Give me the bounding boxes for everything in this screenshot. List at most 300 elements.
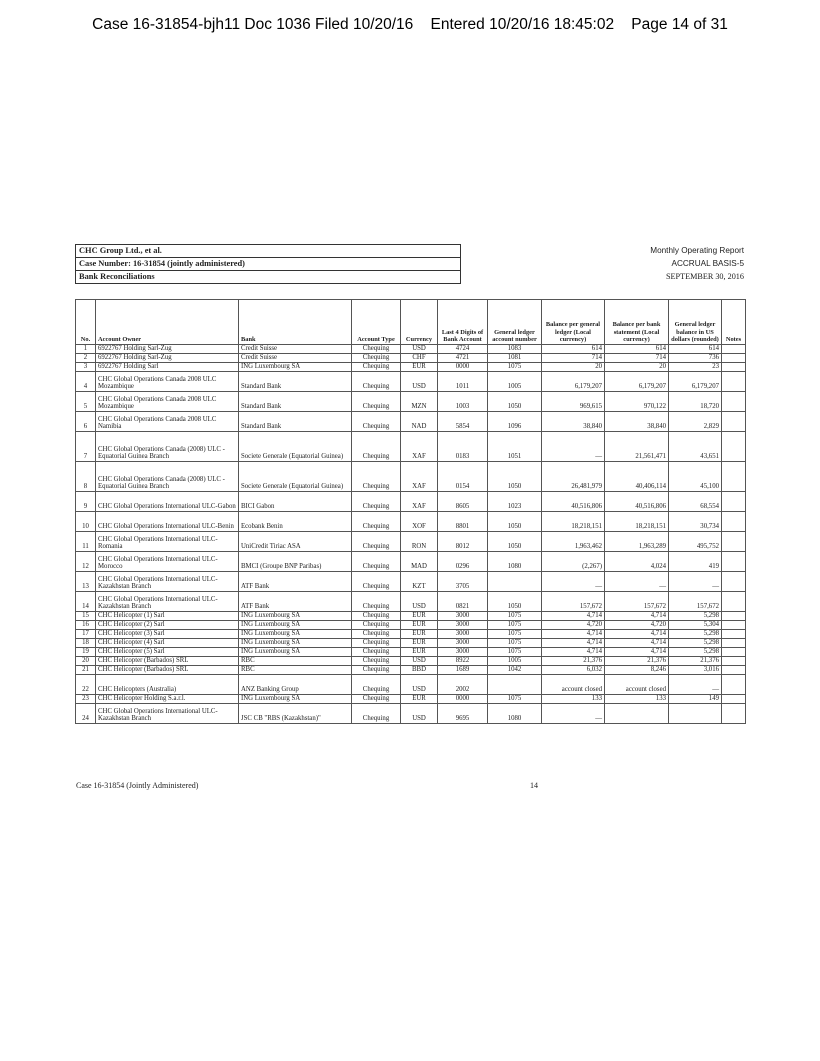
balance-usd: 5,298 bbox=[669, 648, 722, 657]
bank-name: ING Luxembourg SA bbox=[239, 363, 352, 372]
table-row bbox=[76, 412, 746, 432]
bank-name: ANZ Banking Group bbox=[239, 675, 352, 695]
gl-account-number: 1075 bbox=[488, 648, 542, 657]
notes bbox=[722, 345, 746, 354]
last4-digits: 0000 bbox=[438, 363, 488, 372]
table-row bbox=[76, 648, 746, 657]
balance-usd: 614 bbox=[669, 345, 722, 354]
balance-gl-local: 1,963,462 bbox=[542, 532, 605, 552]
balance-bank-local: 38,840 bbox=[605, 412, 669, 432]
balance-bank-local: 6,179,207 bbox=[605, 372, 669, 392]
currency: USD bbox=[401, 592, 438, 612]
currency: EUR bbox=[401, 612, 438, 621]
court-filing-header: Case 16-31854-bjh11 Doc 1036 Filed 10/20/16 Entered 10/20/16 18:45:02 Page 14 of 31 bbox=[92, 16, 728, 33]
account-type: Chequing bbox=[352, 630, 401, 639]
account-type: Chequing bbox=[352, 657, 401, 666]
row-number: 14 bbox=[76, 592, 96, 612]
gl-account-number: 1051 bbox=[488, 432, 542, 462]
bank-name: UniCredit Tiriac ASA bbox=[239, 532, 352, 552]
table-row bbox=[76, 630, 746, 639]
table-row bbox=[76, 592, 746, 612]
table-row bbox=[76, 532, 746, 552]
bank-name: Credit Suisse bbox=[239, 345, 352, 354]
gl-account-number bbox=[488, 675, 542, 695]
notes bbox=[722, 630, 746, 639]
balance-gl-local: 157,672 bbox=[542, 592, 605, 612]
notes bbox=[722, 648, 746, 657]
bank-name: ING Luxembourg SA bbox=[239, 639, 352, 648]
account-owner: 6922767 Holding Sarl-Zug bbox=[96, 354, 239, 363]
table-row bbox=[76, 492, 746, 512]
notes bbox=[722, 354, 746, 363]
row-number: 21 bbox=[76, 666, 96, 675]
row-number: 9 bbox=[76, 492, 96, 512]
row-number: 1 bbox=[76, 345, 96, 354]
bank-name: Standard Bank bbox=[239, 372, 352, 392]
account-owner: CHC Helicopter (3) Sarl bbox=[96, 630, 239, 639]
account-owner: CHC Global Operations Canada (2008) ULC - Equatorial Guinea Branch bbox=[96, 432, 239, 462]
row-number: 22 bbox=[76, 675, 96, 695]
account-type: Chequing bbox=[352, 345, 401, 354]
bank-reconciliation-table bbox=[75, 299, 746, 724]
page-number: 14 bbox=[530, 781, 538, 790]
company-name: CHC Group Ltd., et al. bbox=[76, 245, 460, 258]
table-row bbox=[76, 392, 746, 412]
account-owner: CHC Helicopter (5) Sarl bbox=[96, 648, 239, 657]
bank-name: ING Luxembourg SA bbox=[239, 621, 352, 630]
account-type: Chequing bbox=[352, 552, 401, 572]
row-number: 3 bbox=[76, 363, 96, 372]
currency: EUR bbox=[401, 648, 438, 657]
report-info bbox=[650, 244, 744, 283]
balance-gl-local: 38,840 bbox=[542, 412, 605, 432]
table-row bbox=[76, 621, 746, 630]
gl-account-number: 1050 bbox=[488, 532, 542, 552]
currency: EUR bbox=[401, 363, 438, 372]
balance-bank-local bbox=[605, 704, 669, 724]
account-type: Chequing bbox=[352, 512, 401, 532]
last4-digits: 8012 bbox=[438, 532, 488, 552]
account-type: Chequing bbox=[352, 592, 401, 612]
balance-gl-local: 714 bbox=[542, 354, 605, 363]
account-owner: CHC Global Operations Canada 2008 ULC Mozambique bbox=[96, 372, 239, 392]
table-row bbox=[76, 432, 746, 462]
bank-name: Standard Bank bbox=[239, 392, 352, 412]
bank-name: ING Luxembourg SA bbox=[239, 695, 352, 704]
currency: CHF bbox=[401, 354, 438, 363]
balance-gl-local: account closed bbox=[542, 675, 605, 695]
balance-usd: 23 bbox=[669, 363, 722, 372]
bank-name: JSC CB "RBS (Kazakhstan)" bbox=[239, 704, 352, 724]
balance-gl-local: 21,376 bbox=[542, 657, 605, 666]
notes bbox=[722, 657, 746, 666]
col-header-no: No. bbox=[76, 300, 96, 345]
notes bbox=[722, 392, 746, 412]
balance-usd: 45,100 bbox=[669, 462, 722, 492]
bank-name: ING Luxembourg SA bbox=[239, 648, 352, 657]
last4-digits: 1689 bbox=[438, 666, 488, 675]
gl-account-number: 1081 bbox=[488, 354, 542, 363]
balance-bank-local: — bbox=[605, 572, 669, 592]
notes bbox=[722, 512, 746, 532]
gl-account-number: 1080 bbox=[488, 552, 542, 572]
currency: MZN bbox=[401, 392, 438, 412]
balance-gl-local: 4,720 bbox=[542, 621, 605, 630]
currency: EUR bbox=[401, 621, 438, 630]
notes bbox=[722, 666, 746, 675]
balance-usd bbox=[669, 704, 722, 724]
last4-digits: 1011 bbox=[438, 372, 488, 392]
col-header-last4: Last 4 Digits of Bank Account bbox=[438, 300, 488, 345]
table-row bbox=[76, 552, 746, 572]
balance-bank-local: 4,714 bbox=[605, 612, 669, 621]
bank-name: BICI Gabon bbox=[239, 492, 352, 512]
balance-usd: 736 bbox=[669, 354, 722, 363]
gl-account-number: 1050 bbox=[488, 592, 542, 612]
balance-usd: 419 bbox=[669, 552, 722, 572]
currency: XOF bbox=[401, 512, 438, 532]
balance-bank-local: 1,963,289 bbox=[605, 532, 669, 552]
table-body bbox=[76, 345, 746, 724]
balance-gl-local: — bbox=[542, 432, 605, 462]
row-number: 20 bbox=[76, 657, 96, 666]
footer-case-label: Case 16-31854 (Jointly Administered) bbox=[76, 781, 199, 790]
balance-bank-local: 40,516,806 bbox=[605, 492, 669, 512]
table-row bbox=[76, 372, 746, 392]
currency: EUR bbox=[401, 630, 438, 639]
notes bbox=[722, 462, 746, 492]
row-number: 16 bbox=[76, 621, 96, 630]
account-owner: CHC Global Operations International ULC-Morocco bbox=[96, 552, 239, 572]
balance-gl-local: 133 bbox=[542, 695, 605, 704]
gl-account-number: 1075 bbox=[488, 639, 542, 648]
balance-bank-local: 714 bbox=[605, 354, 669, 363]
balance-usd: 2,829 bbox=[669, 412, 722, 432]
balance-usd: 157,672 bbox=[669, 592, 722, 612]
balance-bank-local: 8,246 bbox=[605, 666, 669, 675]
account-type: Chequing bbox=[352, 572, 401, 592]
table-row bbox=[76, 666, 746, 675]
last4-digits: 2002 bbox=[438, 675, 488, 695]
balance-bank-local: 133 bbox=[605, 695, 669, 704]
account-owner: CHC Helicopters (Australia) bbox=[96, 675, 239, 695]
account-type: Chequing bbox=[352, 612, 401, 621]
table-row bbox=[76, 695, 746, 704]
last4-digits: 5854 bbox=[438, 412, 488, 432]
table-row bbox=[76, 462, 746, 492]
account-type: Chequing bbox=[352, 532, 401, 552]
report-date: SEPTEMBER 30, 2016 bbox=[665, 272, 744, 281]
bank-name: RBC bbox=[239, 657, 352, 666]
balance-gl-local: 969,615 bbox=[542, 392, 605, 412]
last4-digits: 4721 bbox=[438, 354, 488, 363]
bank-name: ING Luxembourg SA bbox=[239, 630, 352, 639]
section-title: Bank Reconciliations bbox=[79, 272, 155, 281]
currency: BBD bbox=[401, 666, 438, 675]
balance-usd: 3,016 bbox=[669, 666, 722, 675]
balance-gl-local: (2,267) bbox=[542, 552, 605, 572]
currency: USD bbox=[401, 372, 438, 392]
balance-usd: 5,304 bbox=[669, 621, 722, 630]
balance-gl-local: 614 bbox=[542, 345, 605, 354]
gl-account-number: 1075 bbox=[488, 621, 542, 630]
row-number: 19 bbox=[76, 648, 96, 657]
balance-bank-local: 4,714 bbox=[605, 648, 669, 657]
account-owner: CHC Helicopter (4) Sarl bbox=[96, 639, 239, 648]
last4-digits: 1003 bbox=[438, 392, 488, 412]
account-owner: CHC Global Operations International ULC-Kazakhstan Branch bbox=[96, 572, 239, 592]
currency: USD bbox=[401, 657, 438, 666]
account-type: Chequing bbox=[352, 639, 401, 648]
account-type: Chequing bbox=[352, 392, 401, 412]
notes bbox=[722, 492, 746, 512]
notes bbox=[722, 372, 746, 392]
balance-bank-local: 18,218,151 bbox=[605, 512, 669, 532]
balance-usd: 5,298 bbox=[669, 612, 722, 621]
balance-usd: 495,752 bbox=[669, 532, 722, 552]
bank-name: Societe Generale (Equatorial Guinea) bbox=[239, 462, 352, 492]
currency: KZT bbox=[401, 572, 438, 592]
notes bbox=[722, 639, 746, 648]
balance-bank-local: 970,122 bbox=[605, 392, 669, 412]
account-owner: CHC Global Operations International ULC-Romania bbox=[96, 532, 239, 552]
gl-account-number: 1083 bbox=[488, 345, 542, 354]
last4-digits: 0183 bbox=[438, 432, 488, 462]
bank-name: BMCI (Groupe BNP Paribas) bbox=[239, 552, 352, 572]
currency: XAF bbox=[401, 432, 438, 462]
bank-name: ING Luxembourg SA bbox=[239, 612, 352, 621]
notes bbox=[722, 363, 746, 372]
balance-usd: 6,179,207 bbox=[669, 372, 722, 392]
gl-account-number: 1075 bbox=[488, 612, 542, 621]
case-info-box bbox=[75, 244, 461, 284]
balance-gl-local: — bbox=[542, 572, 605, 592]
gl-account-number: 1050 bbox=[488, 512, 542, 532]
currency: RON bbox=[401, 532, 438, 552]
row-number: 15 bbox=[76, 612, 96, 621]
table-row bbox=[76, 512, 746, 532]
account-type: Chequing bbox=[352, 666, 401, 675]
account-type: Chequing bbox=[352, 372, 401, 392]
notes bbox=[722, 552, 746, 572]
balance-bank-local: account closed bbox=[605, 675, 669, 695]
table-row bbox=[76, 657, 746, 666]
account-type: Chequing bbox=[352, 648, 401, 657]
last4-digits: 3705 bbox=[438, 572, 488, 592]
gl-account-number bbox=[488, 572, 542, 592]
case-number: Case Number: 16-31854 (jointly administered) bbox=[76, 258, 460, 271]
balance-bank-local: 21,561,471 bbox=[605, 432, 669, 462]
table-row bbox=[76, 639, 746, 648]
last4-digits: 3000 bbox=[438, 621, 488, 630]
last4-digits: 3000 bbox=[438, 630, 488, 639]
account-type: Chequing bbox=[352, 621, 401, 630]
account-owner: CHC Helicopter (1) Sarl bbox=[96, 612, 239, 621]
last4-digits: 8922 bbox=[438, 657, 488, 666]
col-header-currency: Currency bbox=[401, 300, 438, 345]
balance-gl-local: 4,714 bbox=[542, 612, 605, 621]
balance-usd: 5,298 bbox=[669, 639, 722, 648]
currency: NAD bbox=[401, 412, 438, 432]
balance-gl-local: 20 bbox=[542, 363, 605, 372]
last4-digits: 3000 bbox=[438, 639, 488, 648]
bank-name: Ecobank Benin bbox=[239, 512, 352, 532]
account-owner: 6922767 Holding Sarl bbox=[96, 363, 239, 372]
currency: USD bbox=[401, 345, 438, 354]
notes bbox=[722, 592, 746, 612]
report-basis: ACCRUAL BASIS-5 bbox=[671, 259, 744, 268]
last4-digits: 0000 bbox=[438, 695, 488, 704]
notes bbox=[722, 695, 746, 704]
col-header-balance-usd: General ledger balance in US dollars (rounded) bbox=[669, 300, 722, 345]
last4-digits: 8801 bbox=[438, 512, 488, 532]
row-number: 13 bbox=[76, 572, 96, 592]
row-number: 24 bbox=[76, 704, 96, 724]
account-owner: CHC Global Operations Canada 2008 ULC Mozambique bbox=[96, 392, 239, 412]
table-row bbox=[76, 704, 746, 724]
col-header-account-owner: Account Owner bbox=[96, 300, 239, 345]
table-row bbox=[76, 675, 746, 695]
account-type: Chequing bbox=[352, 354, 401, 363]
account-type: Chequing bbox=[352, 432, 401, 462]
bank-name: ATF Bank bbox=[239, 592, 352, 612]
balance-gl-local: 6,032 bbox=[542, 666, 605, 675]
balance-bank-local: 21,376 bbox=[605, 657, 669, 666]
currency: XAF bbox=[401, 492, 438, 512]
balance-usd: 18,720 bbox=[669, 392, 722, 412]
account-owner: CHC Global Operations Canada 2008 ULC Namibia bbox=[96, 412, 239, 432]
balance-usd: 43,651 bbox=[669, 432, 722, 462]
row-number: 8 bbox=[76, 462, 96, 492]
balance-bank-local: 4,720 bbox=[605, 621, 669, 630]
gl-account-number: 1075 bbox=[488, 630, 542, 639]
account-type: Chequing bbox=[352, 492, 401, 512]
last4-digits: 9695 bbox=[438, 704, 488, 724]
account-owner: CHC Helicopter Holding S.a.r.l. bbox=[96, 695, 239, 704]
balance-usd: 149 bbox=[669, 695, 722, 704]
bank-name: RBC bbox=[239, 666, 352, 675]
balance-gl-local: 18,218,151 bbox=[542, 512, 605, 532]
account-type: Chequing bbox=[352, 412, 401, 432]
account-type: Chequing bbox=[352, 695, 401, 704]
currency: USD bbox=[401, 704, 438, 724]
currency: XAF bbox=[401, 462, 438, 492]
row-number: 4 bbox=[76, 372, 96, 392]
table-row bbox=[76, 354, 746, 363]
row-number: 12 bbox=[76, 552, 96, 572]
balance-gl-local: 26,481,979 bbox=[542, 462, 605, 492]
balance-bank-local: 157,672 bbox=[605, 592, 669, 612]
currency: EUR bbox=[401, 695, 438, 704]
balance-bank-local: 4,714 bbox=[605, 639, 669, 648]
row-number: 2 bbox=[76, 354, 96, 363]
balance-usd: — bbox=[669, 572, 722, 592]
col-header-gl-account: General ledger account number bbox=[488, 300, 542, 345]
row-number: 11 bbox=[76, 532, 96, 552]
bank-name: Standard Bank bbox=[239, 412, 352, 432]
table-header-row bbox=[76, 300, 746, 345]
last4-digits: 3000 bbox=[438, 648, 488, 657]
currency: MAD bbox=[401, 552, 438, 572]
gl-account-number: 1096 bbox=[488, 412, 542, 432]
account-owner: CHC Global Operations Canada (2008) ULC - Equatorial Guinea Branch bbox=[96, 462, 239, 492]
balance-gl-local: 4,714 bbox=[542, 648, 605, 657]
balance-bank-local: 4,024 bbox=[605, 552, 669, 572]
bank-name: Credit Suisse bbox=[239, 354, 352, 363]
last4-digits: 0821 bbox=[438, 592, 488, 612]
account-owner: CHC Global Operations International ULC-Benin bbox=[96, 512, 239, 532]
row-number: 7 bbox=[76, 432, 96, 462]
account-owner: CHC Global Operations International ULC-Kazakhstan Branch bbox=[96, 592, 239, 612]
account-owner: CHC Global Operations International ULC-Kazakhstan Branch bbox=[96, 704, 239, 724]
notes bbox=[722, 412, 746, 432]
account-type: Chequing bbox=[352, 675, 401, 695]
col-header-account-type: Account Type bbox=[352, 300, 401, 345]
balance-usd: 68,554 bbox=[669, 492, 722, 512]
gl-account-number: 1042 bbox=[488, 666, 542, 675]
last4-digits: 3000 bbox=[438, 612, 488, 621]
balance-bank-local: 20 bbox=[605, 363, 669, 372]
balance-usd: 5,298 bbox=[669, 630, 722, 639]
currency: EUR bbox=[401, 639, 438, 648]
table-row bbox=[76, 572, 746, 592]
row-number: 18 bbox=[76, 639, 96, 648]
row-number: 6 bbox=[76, 412, 96, 432]
table-row bbox=[76, 345, 746, 354]
gl-account-number: 1050 bbox=[488, 462, 542, 492]
account-owner: CHC Helicopter (Barbados) SRL bbox=[96, 657, 239, 666]
gl-account-number: 1005 bbox=[488, 657, 542, 666]
notes bbox=[722, 612, 746, 621]
bank-name: Societe Generale (Equatorial Guinea) bbox=[239, 432, 352, 462]
row-number: 10 bbox=[76, 512, 96, 532]
col-header-balance-gl: Balance per general ledger (Local currency) bbox=[542, 300, 605, 345]
table-row bbox=[76, 612, 746, 621]
balance-usd: 30,734 bbox=[669, 512, 722, 532]
report-title: Monthly Operating Report bbox=[650, 246, 744, 255]
gl-account-number: 1050 bbox=[488, 392, 542, 412]
bank-name: ATF Bank bbox=[239, 572, 352, 592]
account-owner: CHC Helicopter (2) Sarl bbox=[96, 621, 239, 630]
col-header-bank: Bank bbox=[239, 300, 352, 345]
last4-digits: 0154 bbox=[438, 462, 488, 492]
gl-account-number: 1023 bbox=[488, 492, 542, 512]
balance-gl-local: 40,516,806 bbox=[542, 492, 605, 512]
currency: USD bbox=[401, 675, 438, 695]
balance-gl-local: 4,714 bbox=[542, 630, 605, 639]
notes bbox=[722, 532, 746, 552]
balance-bank-local: 614 bbox=[605, 345, 669, 354]
balance-usd: 21,376 bbox=[669, 657, 722, 666]
row-number: 17 bbox=[76, 630, 96, 639]
col-header-balance-bank: Balance per bank statement (Local currency) bbox=[605, 300, 669, 345]
account-type: Chequing bbox=[352, 462, 401, 492]
notes bbox=[722, 704, 746, 724]
account-owner: CHC Helicopter (Barbados) SRL bbox=[96, 666, 239, 675]
notes bbox=[722, 675, 746, 695]
row-number: 23 bbox=[76, 695, 96, 704]
account-type: Chequing bbox=[352, 704, 401, 724]
row-number: 5 bbox=[76, 392, 96, 412]
balance-bank-local: 40,406,114 bbox=[605, 462, 669, 492]
gl-account-number: 1075 bbox=[488, 363, 542, 372]
balance-gl-local: 6,179,207 bbox=[542, 372, 605, 392]
account-owner: CHC Global Operations International ULC-Gabon bbox=[96, 492, 239, 512]
account-type: Chequing bbox=[352, 363, 401, 372]
last4-digits: 8605 bbox=[438, 492, 488, 512]
balance-bank-local: 4,714 bbox=[605, 630, 669, 639]
gl-account-number: 1080 bbox=[488, 704, 542, 724]
